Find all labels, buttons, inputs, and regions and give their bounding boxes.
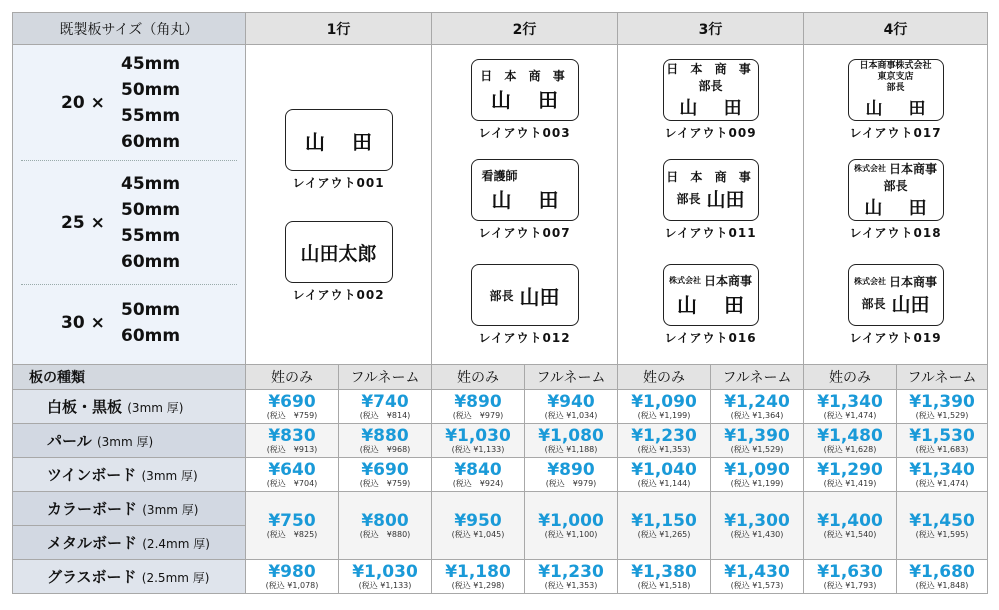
layout-caption: レイアウト018 xyxy=(849,226,942,240)
size-width: 50mm xyxy=(121,79,181,100)
size-width: 45mm xyxy=(121,173,181,194)
size-width: 60mm xyxy=(121,131,181,152)
price: ¥1,340 xyxy=(909,459,975,480)
plate-name: 山 田 xyxy=(491,88,568,112)
price: ¥1,030 xyxy=(352,561,418,582)
price: ¥1,380 xyxy=(631,561,697,582)
price-tax: (税込 ¥1,353) xyxy=(637,444,691,454)
price: ¥1,390 xyxy=(909,391,975,412)
price: ¥800 xyxy=(361,510,409,531)
price-tax: (税込 ¥1,144) xyxy=(637,478,691,488)
plate-prefix: 株式会社 xyxy=(668,276,701,285)
price-table xyxy=(12,12,988,594)
layout-caption: レイアウト001 xyxy=(292,176,385,190)
price-tax: (税込 ¥924) xyxy=(452,478,504,488)
price: ¥1,000 xyxy=(538,510,604,531)
plate-prefix: 株式会社 xyxy=(853,277,886,286)
price-tax: (税込 ¥1,683) xyxy=(915,444,969,454)
material-name: カラーボード xyxy=(47,500,138,518)
material-header: 板の種類 xyxy=(13,365,246,390)
price-tax: (税込 ¥1,353) xyxy=(544,580,598,590)
material-name: メタルボード xyxy=(47,534,138,552)
layout-017 xyxy=(804,59,987,141)
price: ¥1,290 xyxy=(817,459,883,480)
price: ¥840 xyxy=(454,459,502,480)
material-row-twin xyxy=(13,458,988,492)
plate-company: 日本商事 xyxy=(888,275,937,289)
header-4-lines: 4行 xyxy=(804,13,988,45)
material-spec: (3mm 厚) xyxy=(142,503,199,517)
plate-company: 日 本 商 事 xyxy=(666,170,755,184)
layouts-4-lines xyxy=(804,45,988,365)
plate-title: 部長 xyxy=(698,79,723,93)
size-width: 55mm xyxy=(121,225,181,246)
plate-name: 山 田 xyxy=(865,99,936,119)
plate-prefix: 株式会社 xyxy=(853,164,886,173)
price: ¥880 xyxy=(361,425,409,446)
price: ¥1,230 xyxy=(538,561,604,582)
price: ¥750 xyxy=(268,510,316,531)
material-label xyxy=(13,458,246,492)
plate-company: 日本商事株式会社 xyxy=(859,61,932,71)
col-fullname: フルネーム xyxy=(525,365,618,390)
price: ¥690 xyxy=(268,391,316,412)
size-width: 50mm xyxy=(121,199,181,220)
layout-016 xyxy=(618,264,803,346)
material-spec: (3mm 厚) xyxy=(127,401,184,415)
material-spec: (3mm 厚) xyxy=(96,435,154,449)
layout-caption: レイアウト002 xyxy=(292,288,385,302)
price: ¥1,080 xyxy=(538,425,604,446)
price-tax: (税込 ¥1,573) xyxy=(730,580,784,590)
header-2-lines: 2行 xyxy=(432,13,618,45)
plate-name: 山 田 xyxy=(679,98,752,119)
price-tax: (税込 ¥1,298) xyxy=(451,580,505,590)
layout-012 xyxy=(432,264,617,346)
price: ¥890 xyxy=(547,459,595,480)
col-surname: 姓のみ xyxy=(246,365,339,390)
layouts-2-lines xyxy=(432,45,618,365)
material-row-glass xyxy=(13,560,988,594)
layout-caption: レイアウト007 xyxy=(478,226,571,240)
size-height: 20 × xyxy=(61,92,105,113)
size-group-20 xyxy=(21,45,237,161)
col-surname: 姓のみ xyxy=(432,365,525,390)
material-row-white-black xyxy=(13,390,988,424)
price-tax: (税込 ¥1,188) xyxy=(544,444,598,454)
price-tax: (税込 ¥979) xyxy=(545,478,597,488)
layout-caption: レイアウト012 xyxy=(478,331,571,345)
layout-caption: レイアウト016 xyxy=(664,331,757,345)
material-label xyxy=(13,560,246,594)
size-width: 60mm xyxy=(121,251,181,272)
price: ¥1,390 xyxy=(724,425,790,446)
plate-title: 部長 xyxy=(489,288,514,303)
price: ¥1,530 xyxy=(909,425,975,446)
price-tax: (税込 ¥1,848) xyxy=(915,580,969,590)
plate-company: 日 本 商 事 xyxy=(666,62,755,76)
price: ¥690 xyxy=(361,459,409,480)
col-fullname: フルネーム xyxy=(897,365,988,390)
layout-caption: レイアウト017 xyxy=(849,126,942,140)
price-tax: (税込 ¥979) xyxy=(452,410,504,420)
col-surname: 姓のみ xyxy=(804,365,897,390)
plate-title: 部長 xyxy=(886,83,905,93)
material-row-pearl xyxy=(13,424,988,458)
price: ¥1,450 xyxy=(909,510,975,531)
material-label xyxy=(13,424,246,458)
price-tax: (税込 ¥1,793) xyxy=(823,580,877,590)
plate-name: 山 田 xyxy=(305,129,382,154)
price-tax: (税込 ¥1,364) xyxy=(730,410,784,420)
price: ¥830 xyxy=(268,425,316,446)
price-tax: (税込 ¥1,133) xyxy=(358,580,412,590)
price: ¥640 xyxy=(268,459,316,480)
plate-company: 日 本 商 事 xyxy=(480,69,569,83)
material-label xyxy=(13,390,246,424)
layout-011 xyxy=(618,159,803,241)
layouts-1-line xyxy=(246,45,432,365)
price-tax: (税込 ¥1,474) xyxy=(915,478,969,488)
price: ¥1,090 xyxy=(724,459,790,480)
price-tax: (税込 ¥1,595) xyxy=(915,529,969,539)
plate-name: 山田 xyxy=(706,189,745,211)
col-surname: 姓のみ xyxy=(618,365,711,390)
plate-name: 山田太郎 xyxy=(300,242,377,265)
price-tax: (税込 ¥1,045) xyxy=(451,529,505,539)
layout-007 xyxy=(432,159,617,241)
price: ¥1,240 xyxy=(724,391,790,412)
price-tax: (税込 ¥968) xyxy=(359,444,411,454)
price: ¥1,230 xyxy=(631,425,697,446)
material-row-color xyxy=(13,492,988,526)
price-tax: (税込 ¥759) xyxy=(266,410,318,420)
size-width: 55mm xyxy=(121,105,181,126)
material-name: グラスボード xyxy=(47,568,137,586)
col-fullname: フルネーム xyxy=(711,365,804,390)
price-tax: (税込 ¥1,419) xyxy=(823,478,877,488)
price: ¥1,040 xyxy=(631,459,697,480)
price: ¥1,340 xyxy=(817,391,883,412)
material-spec: (2.4mm 厚) xyxy=(142,537,210,551)
header-3-lines: 3行 xyxy=(618,13,804,45)
price-tax: (税込 ¥825) xyxy=(266,529,318,539)
material-name: 白板・黒板 xyxy=(47,398,123,416)
size-list xyxy=(13,45,246,365)
layout-009 xyxy=(618,59,803,141)
col-fullname: フルネーム xyxy=(339,365,432,390)
layout-caption: レイアウト019 xyxy=(849,331,942,345)
price: ¥890 xyxy=(454,391,502,412)
price: ¥940 xyxy=(547,391,595,412)
price-tax: (税込 ¥704) xyxy=(266,478,318,488)
material-spec: (2.5mm 厚) xyxy=(141,571,210,585)
price-tax: (税込 ¥1,265) xyxy=(637,529,691,539)
price-tax: (税込 ¥1,430) xyxy=(730,529,784,539)
price: ¥1,480 xyxy=(817,425,883,446)
plate-branch: 東京支店 xyxy=(877,72,914,82)
plate-name: 山田 xyxy=(891,294,930,316)
layouts-3-lines xyxy=(618,45,804,365)
layout-caption: レイアウト003 xyxy=(478,126,571,140)
layout-019 xyxy=(804,264,987,346)
material-label xyxy=(13,492,246,526)
material-spec: (3mm 厚) xyxy=(141,469,198,483)
price: ¥1,430 xyxy=(724,561,790,582)
price-tax: (税込 ¥1,474) xyxy=(823,410,877,420)
size-height: 30 × xyxy=(61,312,105,333)
header-1-line: 1行 xyxy=(246,13,432,45)
price: ¥980 xyxy=(268,561,316,582)
price: ¥740 xyxy=(361,391,409,412)
size-height: 25 × xyxy=(61,212,105,233)
price-tax: (税込 ¥814) xyxy=(359,410,411,420)
price-tax: (税込 ¥1,034) xyxy=(544,410,598,420)
price-tax: (税込 ¥1,199) xyxy=(637,410,691,420)
size-group-30 xyxy=(21,285,237,360)
size-group-25 xyxy=(21,161,237,285)
price: ¥1,090 xyxy=(631,391,697,412)
price: ¥1,400 xyxy=(817,510,883,531)
price: ¥1,680 xyxy=(909,561,975,582)
size-width: 45mm xyxy=(121,53,181,74)
price-tax: (税込 ¥1,540) xyxy=(823,529,877,539)
price: ¥1,300 xyxy=(724,510,790,531)
price: ¥1,180 xyxy=(445,561,511,582)
price-tax: (税込 ¥1,529) xyxy=(730,444,784,454)
material-name: パール xyxy=(47,432,92,450)
plate-name: 山 田 xyxy=(491,188,569,212)
material-name: ツインボード xyxy=(47,466,137,484)
material-label xyxy=(13,526,246,560)
layout-002 xyxy=(246,221,431,303)
layout-caption: レイアウト009 xyxy=(664,126,757,140)
price-tax: (税込 ¥1,199) xyxy=(730,478,784,488)
price-tax: (税込 ¥1,078) xyxy=(265,580,319,590)
layout-001 xyxy=(246,109,431,191)
plate-title: 部長 xyxy=(861,297,886,311)
price-tax: (税込 ¥1,628) xyxy=(823,444,877,454)
price-tax: (税込 ¥913) xyxy=(266,444,318,454)
plate-name: 山 田 xyxy=(864,198,937,219)
price-tax: (税込 ¥1,100) xyxy=(544,529,598,539)
size-width: 60mm xyxy=(121,325,181,346)
price-tax: (税込 ¥759) xyxy=(359,478,411,488)
layout-003 xyxy=(432,59,617,141)
plate-title: 看護師 xyxy=(481,169,518,183)
price: ¥1,630 xyxy=(817,561,883,582)
price: ¥1,030 xyxy=(445,425,511,446)
size-width: 50mm xyxy=(121,299,181,320)
plate-company: 日本商事 xyxy=(703,274,752,288)
size-header: 既製板サイズ（角丸） xyxy=(13,13,246,45)
price-tax: (税込 ¥880) xyxy=(359,529,411,539)
price-tax: (税込 ¥1,518) xyxy=(637,580,691,590)
plate-name: 山田 xyxy=(519,284,560,309)
price: ¥1,150 xyxy=(631,510,697,531)
layout-018 xyxy=(804,159,987,241)
price-tax: (税込 ¥1,133) xyxy=(451,444,505,454)
layout-caption: レイアウト011 xyxy=(664,226,757,240)
plate-company: 日本商事 xyxy=(888,162,937,176)
price: ¥950 xyxy=(454,510,502,531)
plate-name: 山 田 xyxy=(677,293,754,317)
plate-title: 部長 xyxy=(883,179,908,193)
price-tax: (税込 ¥1,529) xyxy=(915,410,969,420)
plate-title: 部長 xyxy=(676,192,701,206)
